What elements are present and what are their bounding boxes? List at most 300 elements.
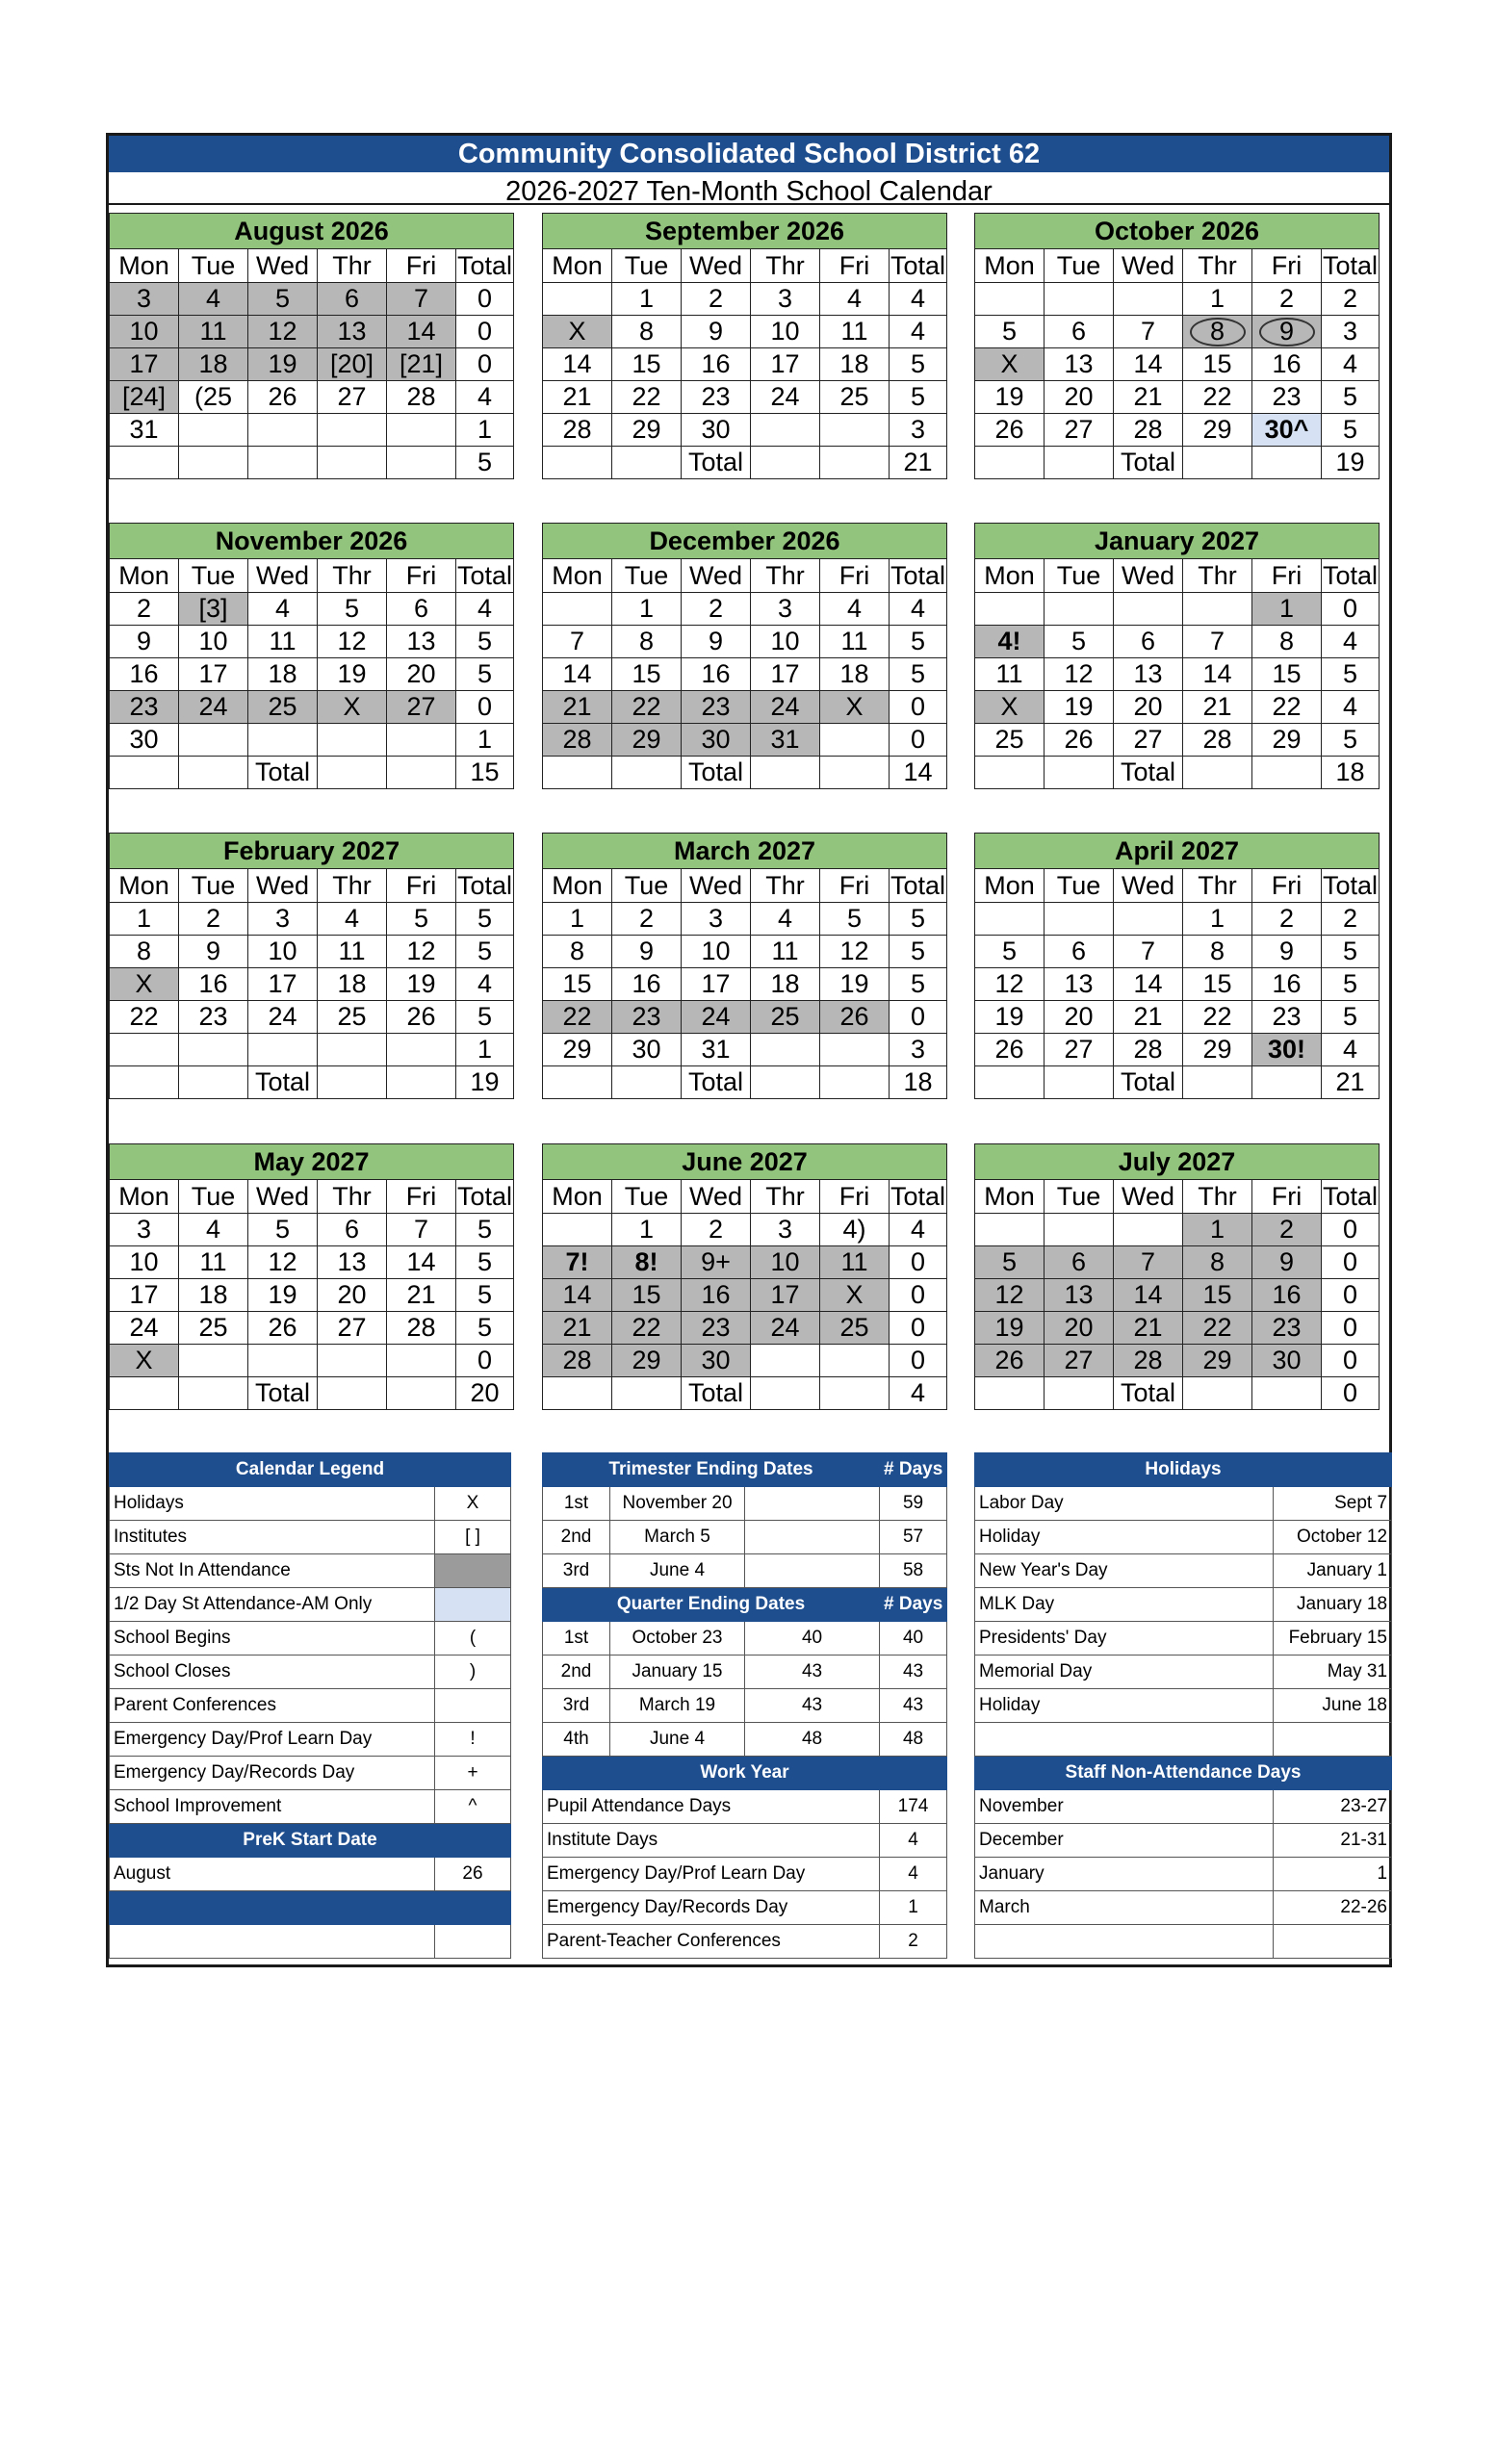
day-cell: 30 <box>612 1034 682 1066</box>
day-cell: 15 <box>612 658 682 691</box>
day-cell: 21 <box>543 1312 612 1345</box>
day-cell: 28 <box>1114 1345 1183 1377</box>
day-cell: 29 <box>1183 1345 1252 1377</box>
day-cell: X <box>318 691 387 724</box>
legend-label: Emergency Day/Prof Learn Day <box>110 1723 435 1757</box>
day-cell: 14 <box>543 1279 612 1312</box>
day-cell <box>543 1066 612 1099</box>
day-cell: 5 <box>387 903 456 936</box>
day-cell: 5 <box>975 316 1045 348</box>
week-total: 4 <box>1322 626 1380 658</box>
day-cell: 4 <box>751 903 820 936</box>
week-row <box>543 1246 947 1279</box>
day-header: Fri <box>820 559 890 593</box>
day-cell: 10 <box>751 1246 820 1279</box>
day-cell: 29 <box>543 1034 612 1066</box>
day-cell: 9 <box>1252 1246 1322 1279</box>
day-cell <box>318 1377 387 1410</box>
quarter-number: 4th <box>543 1723 610 1757</box>
day-cell: 9 <box>682 626 751 658</box>
staff-dates: 21-31 <box>1274 1824 1392 1858</box>
week-row <box>110 381 514 414</box>
week-total: 5 <box>890 348 947 381</box>
day-cell: 28 <box>1183 724 1252 757</box>
day-cell: 5 <box>820 903 890 936</box>
week-row <box>110 936 514 968</box>
month-title: July 2027 <box>975 1144 1380 1180</box>
day-cell: 10 <box>682 936 751 968</box>
day-header: Tue <box>1045 249 1114 283</box>
day-cell: 5 <box>1045 626 1114 658</box>
blank-cell <box>435 1925 511 1959</box>
week-row <box>543 283 947 316</box>
day-cell <box>975 757 1045 789</box>
day-cell: 20 <box>1114 691 1183 724</box>
day-header: Tue <box>612 559 682 593</box>
day-cell: 10 <box>110 316 179 348</box>
day-cell: 27 <box>318 1312 387 1345</box>
holiday-name: MLK Day <box>975 1588 1274 1622</box>
day-cell <box>248 1034 318 1066</box>
day-cell: 30 <box>110 724 179 757</box>
day-header: Wed <box>682 559 751 593</box>
day-cell <box>1252 316 1322 348</box>
week-row <box>975 1066 1380 1099</box>
day-cell: 13 <box>1114 658 1183 691</box>
day-cell: 10 <box>179 626 248 658</box>
day-cell: 4 <box>179 283 248 316</box>
day-header: Tue <box>612 869 682 903</box>
prek-day: 26 <box>435 1858 511 1891</box>
day-header: Wed <box>248 559 318 593</box>
day-cell: 16 <box>682 348 751 381</box>
day-cell: 29 <box>612 414 682 447</box>
day-cell: 2 <box>612 903 682 936</box>
week-row <box>543 757 947 789</box>
week-total: 4 <box>456 593 514 626</box>
day-cell: 19 <box>1045 691 1114 724</box>
day-cell: 17 <box>110 1279 179 1312</box>
week-total: 0 <box>456 691 514 724</box>
staff-dates: 22-26 <box>1274 1891 1392 1925</box>
week-total: 5 <box>1322 414 1380 447</box>
day-cell <box>543 593 612 626</box>
day-header: Tue <box>1045 559 1114 593</box>
day-cell: 2 <box>682 283 751 316</box>
trimester-days: 58 <box>880 1554 947 1588</box>
day-cell: 9 <box>179 936 248 968</box>
day-cell: 8 <box>1183 936 1252 968</box>
week-row <box>543 1377 947 1410</box>
work-year-heading: Work Year <box>543 1757 947 1790</box>
week-total: 5 <box>1322 936 1380 968</box>
week-total: 0 <box>890 1279 947 1312</box>
quarter-days-total: 43 <box>880 1689 947 1723</box>
legend-label: Parent Conferences <box>110 1689 435 1723</box>
holiday-date: January 18 <box>1274 1588 1392 1622</box>
day-cell <box>612 447 682 479</box>
day-cell: 6 <box>1045 316 1114 348</box>
day-header: Fri <box>387 1180 456 1214</box>
week-row <box>543 447 947 479</box>
day-header: Thr <box>318 249 387 283</box>
day-cell <box>1252 1066 1322 1099</box>
day-cell: 29 <box>612 724 682 757</box>
legend-label: School Begins <box>110 1622 435 1656</box>
work-year-days: 4 <box>880 1858 947 1891</box>
day-cell: 21 <box>543 381 612 414</box>
day-cell <box>820 1377 890 1410</box>
legend-label: Sts Not In Attendance <box>110 1554 435 1588</box>
week-row <box>110 903 514 936</box>
trimester-number: 3rd <box>543 1554 610 1588</box>
day-cell: 28 <box>387 1312 456 1345</box>
day-header: Wed <box>248 869 318 903</box>
week-total: 0 <box>456 283 514 316</box>
month-calendar <box>109 213 513 479</box>
month-calendar <box>542 1143 946 1410</box>
day-cell: 3 <box>110 283 179 316</box>
quarter-end-date: June 4 <box>610 1723 745 1757</box>
day-cell: 19 <box>318 658 387 691</box>
day-header: Mon <box>975 249 1045 283</box>
day-cell: 6 <box>318 283 387 316</box>
day-header: Total <box>1322 559 1380 593</box>
day-cell: 30 <box>1252 1345 1322 1377</box>
day-cell: 21 <box>387 1279 456 1312</box>
day-cell: 7 <box>1114 316 1183 348</box>
day-header: Thr <box>318 869 387 903</box>
day-cell: 6 <box>318 1214 387 1246</box>
day-cell: 25 <box>179 1312 248 1345</box>
legend-label: Holidays <box>110 1487 435 1521</box>
staff-month: December <box>975 1824 1274 1858</box>
day-header: Mon <box>975 1180 1045 1214</box>
blank-cell <box>745 1487 880 1521</box>
day-cell: 26 <box>248 381 318 414</box>
day-cell: 11 <box>820 316 890 348</box>
day-cell: 4 <box>248 593 318 626</box>
day-cell <box>387 447 456 479</box>
day-cell: 27 <box>1045 1345 1114 1377</box>
day-header: Fri <box>1252 249 1322 283</box>
holiday-date: October 12 <box>1274 1521 1392 1554</box>
week-row <box>110 1214 514 1246</box>
day-cell: 25 <box>318 1001 387 1034</box>
day-cell: 7 <box>1114 1246 1183 1279</box>
day-header: Total <box>456 1180 514 1214</box>
day-cell: 2 <box>682 1214 751 1246</box>
day-cell: 19 <box>975 1001 1045 1034</box>
blank-cell <box>1274 1925 1392 1959</box>
week-row <box>110 1345 514 1377</box>
day-cell: 3 <box>248 903 318 936</box>
day-cell: 19 <box>820 968 890 1001</box>
legend-symbol: [ ] <box>435 1521 511 1554</box>
day-cell: 16 <box>1252 348 1322 381</box>
day-cell: X <box>820 691 890 724</box>
day-cell: 21 <box>543 691 612 724</box>
day-cell: 2 <box>1252 283 1322 316</box>
day-cell: 17 <box>179 658 248 691</box>
week-total: 4 <box>1322 348 1380 381</box>
day-cell: 21 <box>1183 691 1252 724</box>
day-header: Thr <box>751 869 820 903</box>
quarter-end-date: March 19 <box>610 1689 745 1723</box>
day-header: Thr <box>751 559 820 593</box>
day-cell: 26 <box>975 1034 1045 1066</box>
day-cell <box>110 757 179 789</box>
day-cell: Total <box>682 447 751 479</box>
week-total: 0 <box>1322 593 1380 626</box>
day-header: Total <box>1322 869 1380 903</box>
day-cell: X <box>820 1279 890 1312</box>
month-title: June 2027 <box>543 1144 947 1180</box>
day-cell: 22 <box>612 691 682 724</box>
week-row <box>110 593 514 626</box>
day-cell: 23 <box>682 1312 751 1345</box>
legend-label: Institutes <box>110 1521 435 1554</box>
day-cell: [20] <box>318 348 387 381</box>
day-cell: 16 <box>612 968 682 1001</box>
day-cell: 16 <box>110 658 179 691</box>
day-header: Thr <box>1183 249 1252 283</box>
week-row <box>110 316 514 348</box>
week-total: 0 <box>890 724 947 757</box>
day-header: Fri <box>820 1180 890 1214</box>
day-header: Mon <box>543 869 612 903</box>
week-row <box>975 936 1380 968</box>
week-row <box>110 283 514 316</box>
week-row <box>975 1377 1380 1410</box>
day-header: Fri <box>820 869 890 903</box>
day-cell: 15 <box>1183 968 1252 1001</box>
day-cell: 13 <box>318 316 387 348</box>
day-cell: Total <box>1114 1377 1183 1410</box>
month-calendar <box>542 213 946 479</box>
day-cell: 13 <box>387 626 456 658</box>
day-cell <box>820 1345 890 1377</box>
prek-month: August <box>110 1858 435 1891</box>
day-cell: 13 <box>318 1246 387 1279</box>
day-cell: 16 <box>682 1279 751 1312</box>
week-total: 5 <box>456 626 514 658</box>
week-total: 0 <box>456 316 514 348</box>
day-cell: 22 <box>543 1001 612 1034</box>
day-cell: 14 <box>1114 348 1183 381</box>
day-cell: 9+ <box>682 1246 751 1279</box>
day-header: Mon <box>110 869 179 903</box>
legend-symbol: ( <box>435 1622 511 1656</box>
quarter-days-total: 48 <box>880 1723 947 1757</box>
week-row <box>543 1066 947 1099</box>
week-total: 1 <box>456 724 514 757</box>
day-cell: 14 <box>543 658 612 691</box>
week-row <box>543 1034 947 1066</box>
week-row <box>543 1001 947 1034</box>
day-cell: 8 <box>110 936 179 968</box>
holiday-name: Holiday <box>975 1521 1274 1554</box>
day-cell: 29 <box>1183 414 1252 447</box>
week-row <box>975 381 1380 414</box>
day-cell <box>1114 1214 1183 1246</box>
week-total: 0 <box>890 691 947 724</box>
week-total: 4 <box>890 593 947 626</box>
trimester-end-date: March 5 <box>610 1521 745 1554</box>
day-cell: 26 <box>820 1001 890 1034</box>
week-total: 4 <box>890 316 947 348</box>
day-cell: 24 <box>248 1001 318 1034</box>
month-title: November 2026 <box>110 524 514 559</box>
holiday-date: February 15 <box>1274 1622 1392 1656</box>
day-cell: 13 <box>1045 968 1114 1001</box>
week-total: 2 <box>1322 283 1380 316</box>
day-cell: 12 <box>248 1246 318 1279</box>
week-row <box>975 316 1380 348</box>
day-cell <box>543 1214 612 1246</box>
day-cell <box>543 757 612 789</box>
day-cell: 7 <box>1114 936 1183 968</box>
week-total: 1 <box>456 414 514 447</box>
week-total: 3 <box>890 414 947 447</box>
staff-heading: Staff Non-Attendance Days <box>975 1757 1392 1790</box>
day-cell <box>1045 1377 1114 1410</box>
work-year-label: Pupil Attendance Days <box>543 1790 880 1824</box>
quarter-end-date: January 15 <box>610 1656 745 1689</box>
day-cell <box>318 1345 387 1377</box>
day-header: Mon <box>975 869 1045 903</box>
day-cell: 14 <box>1114 1279 1183 1312</box>
week-row <box>543 1214 947 1246</box>
day-header: Wed <box>682 1180 751 1214</box>
day-cell <box>1045 593 1114 626</box>
day-cell: 2 <box>1252 1214 1322 1246</box>
day-cell: 15 <box>612 348 682 381</box>
week-row <box>975 757 1380 789</box>
holiday-date: June 18 <box>1274 1689 1392 1723</box>
day-cell <box>318 414 387 447</box>
holidays-panel <box>974 1452 1391 1959</box>
day-cell <box>387 1034 456 1066</box>
day-cell: 1 <box>543 903 612 936</box>
day-cell: 15 <box>612 1279 682 1312</box>
week-row <box>110 1246 514 1279</box>
week-row <box>543 936 947 968</box>
month-title: September 2026 <box>543 214 947 249</box>
day-cell <box>110 447 179 479</box>
day-cell <box>751 447 820 479</box>
day-cell: 14 <box>1114 968 1183 1001</box>
day-cell <box>179 414 248 447</box>
day-cell: 25 <box>248 691 318 724</box>
month-title: April 2027 <box>975 834 1380 869</box>
day-cell <box>820 447 890 479</box>
week-row <box>975 447 1380 479</box>
week-total: 3 <box>1322 316 1380 348</box>
day-cell: 3 <box>682 903 751 936</box>
day-cell: 19 <box>387 968 456 1001</box>
quarter-days: 43 <box>745 1689 880 1723</box>
day-header: Thr <box>1183 1180 1252 1214</box>
day-cell: 1 <box>110 903 179 936</box>
day-cell: Total <box>682 757 751 789</box>
day-cell <box>820 757 890 789</box>
day-cell <box>751 1066 820 1099</box>
month-calendar <box>974 833 1379 1099</box>
week-row <box>975 1001 1380 1034</box>
legend-symbol: X <box>435 1487 511 1521</box>
staff-month: January <box>975 1858 1274 1891</box>
day-cell: 14 <box>387 316 456 348</box>
day-cell: 16 <box>1252 968 1322 1001</box>
day-cell: 18 <box>820 658 890 691</box>
week-total: 4 <box>1322 1034 1380 1066</box>
day-cell: 28 <box>543 724 612 757</box>
day-cell <box>1045 283 1114 316</box>
week-row <box>110 1034 514 1066</box>
day-cell: 5 <box>248 1214 318 1246</box>
day-header: Fri <box>1252 869 1322 903</box>
week-total: 18 <box>1322 757 1380 789</box>
week-row <box>543 316 947 348</box>
day-cell <box>612 1377 682 1410</box>
week-total: 0 <box>890 1001 947 1034</box>
week-row <box>110 1377 514 1410</box>
trimester-end-date: June 4 <box>610 1554 745 1588</box>
day-cell: 26 <box>387 1001 456 1034</box>
month-calendar <box>109 1143 513 1410</box>
legend-symbol <box>435 1588 511 1622</box>
day-cell: 1 <box>1252 593 1322 626</box>
work-year-label: Parent-Teacher Conferences <box>543 1925 880 1959</box>
month-title: December 2026 <box>543 524 947 559</box>
day-cell: 18 <box>248 658 318 691</box>
holiday-date: Sept 7 <box>1274 1487 1392 1521</box>
day-header: Total <box>890 869 947 903</box>
day-cell: 29 <box>1183 1034 1252 1066</box>
week-row <box>110 691 514 724</box>
blank-cell <box>110 1925 435 1959</box>
day-cell <box>1252 447 1322 479</box>
quarter-end-date: October 23 <box>610 1622 745 1656</box>
week-row <box>543 1312 947 1345</box>
trimester-number: 2nd <box>543 1521 610 1554</box>
day-header: Mon <box>110 1180 179 1214</box>
day-cell <box>179 1066 248 1099</box>
day-header: Tue <box>179 1180 248 1214</box>
day-header: Thr <box>318 1180 387 1214</box>
week-row <box>975 691 1380 724</box>
day-cell: 14 <box>387 1246 456 1279</box>
week-row <box>543 348 947 381</box>
staff-dates: 1 <box>1274 1858 1392 1891</box>
day-cell: Total <box>1114 757 1183 789</box>
week-row <box>543 593 947 626</box>
day-cell <box>248 724 318 757</box>
day-header: Total <box>890 249 947 283</box>
day-header: Total <box>890 1180 947 1214</box>
week-row <box>975 903 1380 936</box>
day-cell: 4! <box>975 626 1045 658</box>
week-total: 5 <box>1322 968 1380 1001</box>
day-header: Tue <box>1045 869 1114 903</box>
month-title: May 2027 <box>110 1144 514 1180</box>
day-header: Fri <box>387 249 456 283</box>
legend-label: Emergency Day/Records Day <box>110 1757 435 1790</box>
month-calendar <box>974 523 1379 789</box>
month-calendar <box>109 833 513 1099</box>
day-cell <box>1252 757 1322 789</box>
